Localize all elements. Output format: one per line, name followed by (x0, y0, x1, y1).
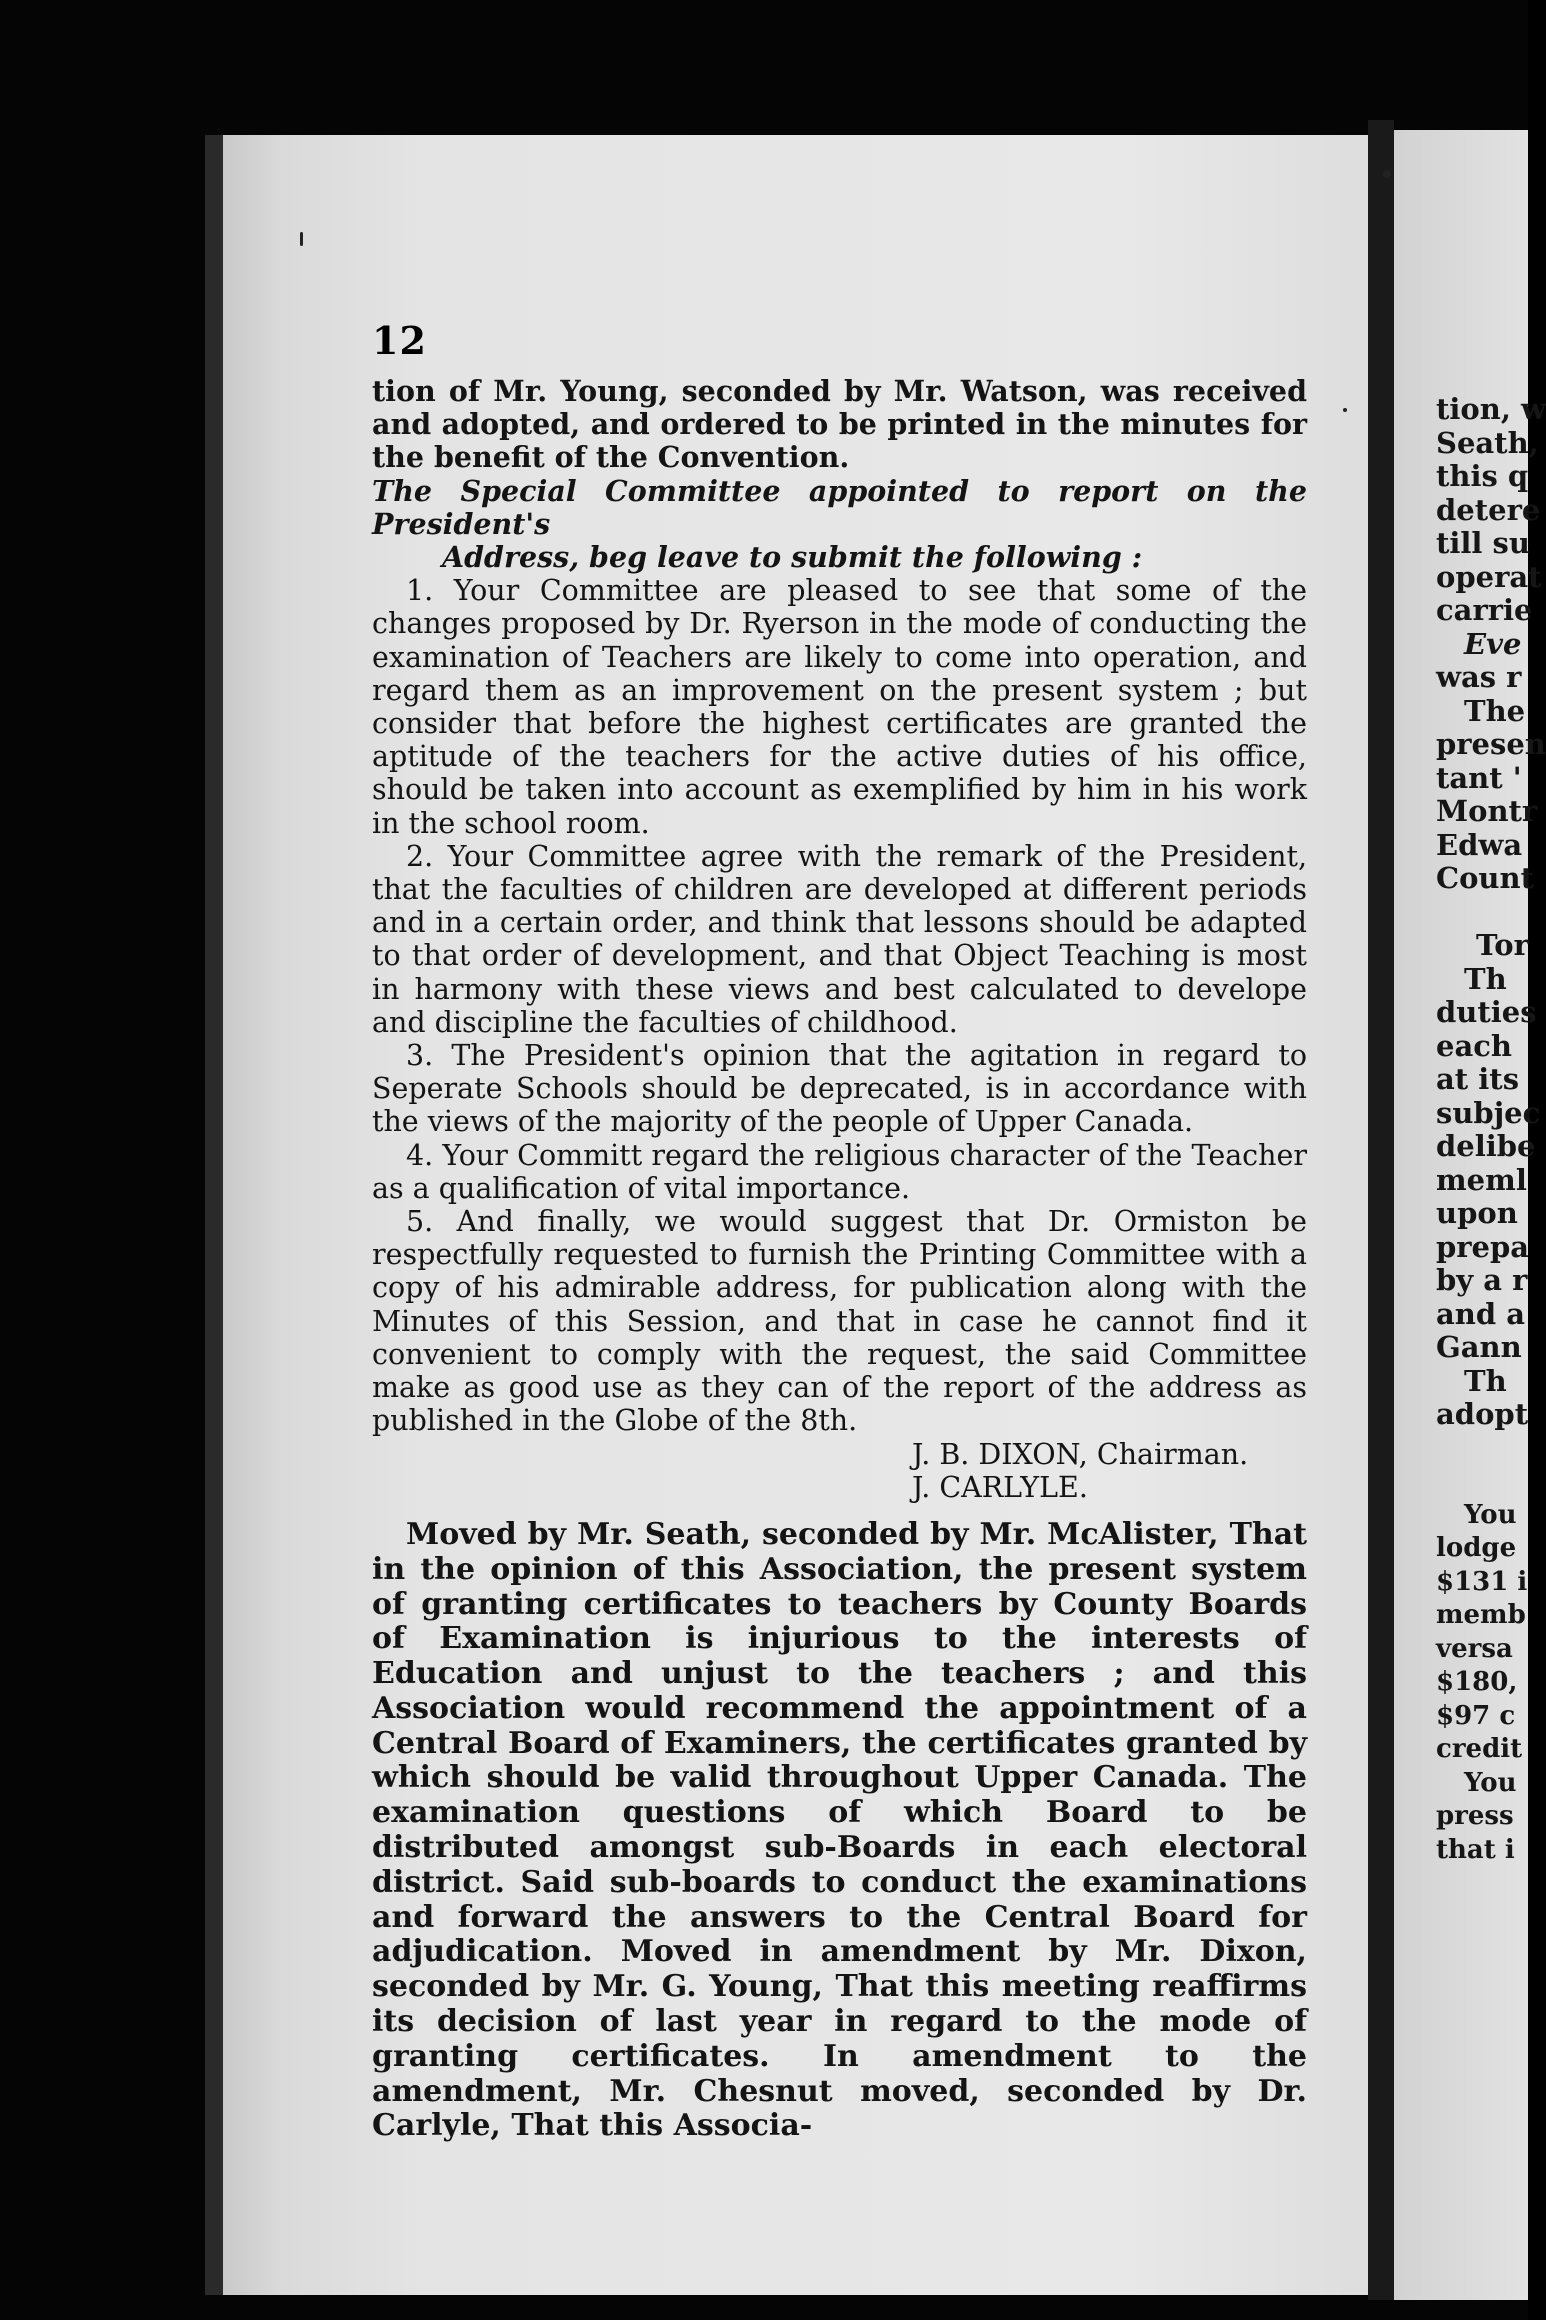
facing-line: Th (1464, 1363, 1507, 1398)
dust-speck (300, 232, 303, 246)
report-item-1: 1. Your Committee are pleased to see that some of the changes proposed by Dr. Ryerson in the mode of conducting the examination of Teachers are likely to come into operation, and regard them as an improvement on the present system ; but consider that before the highest certificates are granted the aptitude of the teachers for the active duties of his office, should be taken into account as exemplified by him in his work in the school room. (372, 574, 1307, 840)
committee-heading (372, 475, 1307, 575)
dust-speck (1343, 408, 1347, 412)
facing-line: You (1464, 1767, 1517, 1798)
continuation-paragraph: tion of Mr. Young, seconded by Mr. Watson, was received and adopted, and ordered to be printed in the minutes for the benefit of the Convention. (372, 374, 1307, 475)
facing-line: till su (1436, 526, 1530, 560)
facing-line: tion, w (1436, 392, 1546, 426)
report-item-4: 4. Your Committ regard the religious character of the Teacher as a qualification of vital importance. (372, 1138, 1307, 1205)
facing-line: credit (1436, 1734, 1523, 1764)
facing-line (1436, 1432, 1528, 1466)
facing-line: $180, (1436, 1667, 1518, 1697)
facing-line: operat (1436, 559, 1542, 594)
facing-line: tant ' (1436, 760, 1522, 795)
facing-line: detere (1436, 492, 1541, 527)
facing-page-text (1436, 392, 1546, 1867)
committee-heading-line1: The Special Committee appointed to report on the President's (372, 473, 1307, 541)
facing-line: press (1436, 1801, 1514, 1831)
signature-carlyle: J. CARLYLE. (912, 1470, 1088, 1504)
facing-line: upon (1436, 1196, 1518, 1230)
facing-line: Tor (1476, 928, 1529, 962)
facing-line: You (1464, 1499, 1517, 1530)
book-gutter (1368, 120, 1394, 2300)
facing-line: presen (1436, 727, 1546, 761)
facing-line: Edwa (1436, 827, 1523, 862)
facing-line: Th (1464, 961, 1507, 996)
facing-line: that i (1436, 1834, 1515, 1865)
facing-line: was r (1436, 660, 1522, 694)
facing-line: and a (1436, 1296, 1526, 1331)
facing-line: delibe (1436, 1129, 1536, 1163)
facing-line: Count (1436, 861, 1534, 895)
report-item-5: 5. And finally, we would suggest that Dr. Ormiston be respectfully requested to furnish the Printing Committee with a copy of his admirable address, for publication along with the Minutes of this Session, and that in case he cannot find it convenient to comply with the request, the said Committee make as good use as they can of the report of the address as published in the Globe of the 8th. (372, 1205, 1307, 1438)
facing-line: memb (1436, 1600, 1526, 1630)
report-item-3: 3. The President's opinion that the agitation in regard to Seperate Schools should be deprecated, is in accordance with the views of the majority of the people of Upper Canada. (372, 1039, 1307, 1139)
facing-line: this q (1436, 459, 1529, 493)
signature-chairman: J. B. DIXON, Chairman. (912, 1437, 1249, 1471)
facing-line: $97 c (1436, 1700, 1516, 1731)
committee-heading-line2: Address, beg leave to submit the following : (442, 540, 1143, 575)
dust-speck (1383, 170, 1391, 178)
facing-line: meml (1436, 1162, 1527, 1197)
facing-line: Eve (1464, 626, 1522, 661)
facing-line: duties (1436, 995, 1537, 1029)
facing-line: adopt (1436, 1397, 1529, 1431)
facing-line: at its (1436, 1062, 1520, 1096)
facing-line: $131 i (1436, 1566, 1528, 1597)
facing-line (1436, 896, 1528, 930)
facing-line: Montr (1436, 794, 1538, 828)
page-number: 12 (372, 318, 427, 363)
motion-paragraph: Moved by Mr. Seath, seconded by Mr. McAlister, That in the opinion of this Association, the present system of granting certificates to teachers by County Boards of Examination is injurious to the interests of Education and unjust to the teachers ; and this Association would recommend the appointment of a Central Board of Examiners, the certificates granted by which should be valid throughout Upper Canada. The examination questions of which Board to be distributed amongst sub-Boards in each electoral district. Said sub-boards to conduct the examinations and forward the answers to the Central Board for adjudication. Moved in amendment by Mr. Dixon, seconded by Mr. G. Young, That this meeting reaffirms its decision of last year in regard to the mode of granting certificates. In amendment to the amendment, Mr. Chesnut moved, seconded by Dr. Carlyle, That this Associa- (372, 1516, 1307, 2144)
facing-line: versa (1436, 1633, 1513, 1664)
facing-line: The (1464, 693, 1526, 728)
facing-line: by a r (1436, 1263, 1528, 1297)
facing-line (1436, 1465, 1528, 1499)
facing-line: Seath, (1436, 425, 1539, 460)
facing-line: each (1436, 1028, 1512, 1063)
document-body (372, 375, 1307, 2144)
facing-line: carrie (1436, 593, 1533, 627)
facing-line: lodge (1436, 1533, 1517, 1563)
facing-line: Gann (1436, 1330, 1522, 1364)
facing-line: prepa (1436, 1229, 1530, 1264)
facing-line: subjec (1436, 1095, 1541, 1130)
report-item-2: 2. Your Committee agree with the remark of the President, that the faculties of children are developed at different periods and in a certain order, and think that lessons should be adapted to that order of development, and that Object Teaching is most in harmony with these views and best calculated to develope and discipline the faculties of childhood. (372, 839, 1307, 1039)
